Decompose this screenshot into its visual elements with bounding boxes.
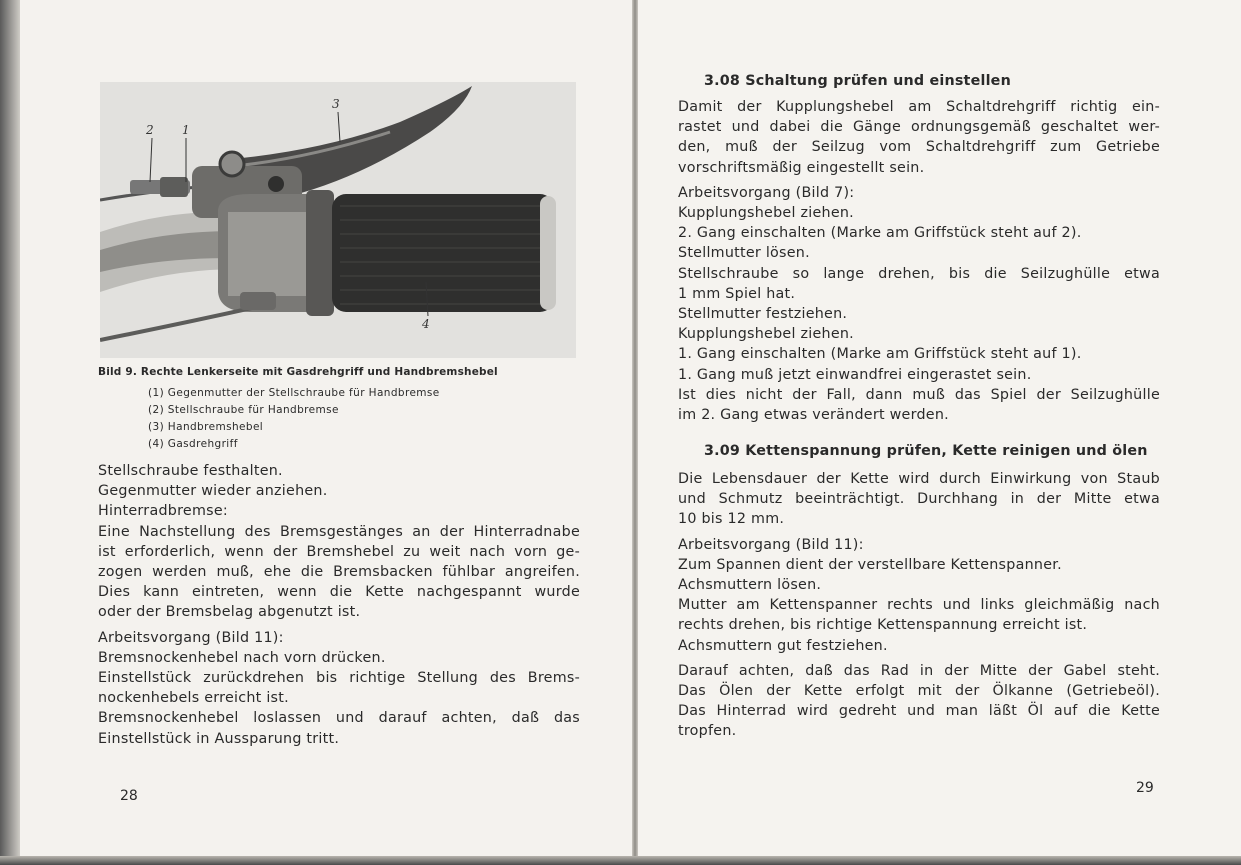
text-line: zogen werden muß, ehe die Bremsbacken fühlbar angreifen.: [98, 564, 580, 581]
caption-item: (3) Handbremshebel: [148, 421, 264, 433]
text-line: ist erforderlich, wenn der Bremshebel zu weit nach vorn ge-: [98, 543, 580, 560]
text-line: Ist dies nicht der Fall, dann muß das Spiel der Seilzughülle: [678, 386, 1160, 403]
caption-item: (4) Gasdrehgriff: [148, 438, 238, 450]
text-line: Arbeitsvorgang (Bild 7):: [678, 184, 855, 201]
page-number-right: 29: [1136, 780, 1154, 796]
text-line: rechts drehen, bis richtige Kettenspannung erreicht ist.: [678, 617, 1088, 634]
text-line: Stellmutter lösen.: [678, 245, 810, 262]
text-line: nockenhebels erreicht ist.: [98, 690, 289, 707]
text-line: Stellmutter festziehen.: [678, 306, 848, 323]
text-line: 2. Gang einschalten (Marke am Griffstück steht auf 2).: [678, 225, 1082, 242]
text-line: Die Lebensdauer der Kette wird durch Einwirkung von Staub: [678, 471, 1160, 487]
callout-4: 4: [422, 317, 430, 331]
text-line: Damit der Kupplungshebel am Schaltdrehgriff richtig ein-: [678, 99, 1160, 115]
text-line: 10 bis 12 mm.: [678, 511, 785, 528]
text-line: 1. Gang muß jetzt einwandfrei eingerastet sein.: [678, 366, 1032, 383]
section-3-09-body: [678, 469, 1160, 742]
text-line: im 2. Gang etwas verändert werden.: [678, 407, 949, 424]
left-body-text: [98, 461, 580, 749]
callout-1: 1: [182, 123, 190, 137]
text-line: Achsmuttern lösen.: [678, 577, 822, 594]
text-line: Stellschraube festhalten.: [98, 463, 283, 479]
callout-3: 3: [332, 97, 340, 111]
text-line: Darauf achten, daß das Rad in der Mitte der Gabel steht.: [678, 662, 1160, 679]
text-line: Stellschraube so lange drehen, bis die Seilzughülle etwa: [678, 265, 1160, 282]
right-page: [638, 0, 1241, 860]
text-line: Eine Nachstellung des Bremsgestänges an der Hinterradnabe: [98, 523, 580, 540]
text-line: 1. Gang einschalten (Marke am Griffstück steht auf 1).: [678, 346, 1082, 363]
text-line: Gegenmutter wieder anziehen.: [98, 483, 328, 500]
caption-item: (1) Gegenmutter der Stellschraube für Handbremse: [148, 387, 440, 399]
text-line: Einstellstück in Aussparung tritt.: [98, 730, 340, 747]
text-line: Mutter am Kettenspanner rechts und links gleichmäßig nach: [678, 597, 1160, 614]
handlebar-illustration: [100, 82, 576, 358]
section-heading-3-09: 3.09 Kettenspannung prüfen, Kette reinigen und ölen: [704, 443, 1148, 459]
text-line: Das Hinterrad wird gedreht und man läßt Öl auf die Kette: [678, 703, 1160, 720]
text-line: Hinterradbremse:: [98, 503, 228, 520]
text-line: Dies kann eintreten, wenn die Kette nachgespannt wurde: [98, 584, 580, 601]
text-line: Einstellstück zurückdrehen bis richtige Stellung des Brems-: [98, 670, 580, 687]
text-line: oder der Bremsbelag abgenutzt ist.: [98, 604, 361, 621]
text-line: Kupplungshebel ziehen.: [678, 326, 854, 343]
text-line: rastet und dabei die Gänge ordnungsgemäß geschaltet wer-: [678, 119, 1160, 136]
text-line: Das Ölen der Kette erfolgt mit der Ölkanne (Getriebeöl).: [678, 683, 1160, 700]
text-line: Zum Spannen dient der verstellbare Kettenspanner.: [678, 556, 1062, 573]
handlebar-photo: [100, 82, 576, 358]
section-3-08-body: [678, 97, 1160, 425]
text-line: Kupplungshebel ziehen.: [678, 205, 854, 222]
page-number-left: 28: [120, 788, 138, 804]
text-line: 1 mm Spiel hat.: [678, 285, 796, 302]
section-heading-3-08: 3.08 Schaltung prüfen und einstellen: [704, 73, 1011, 89]
book-bottom-edge: [0, 856, 1241, 865]
text-line: vorschriftsmäßig eingestellt sein.: [678, 159, 925, 176]
callout-2: 2: [146, 123, 154, 137]
text-line: Achsmuttern gut festziehen.: [678, 637, 888, 654]
text-line: und Schmutz beeinträchtigt. Durchhang in der Mitte etwa: [678, 491, 1160, 508]
text-line: den, muß der Seilzug vom Schaltdrehgriff zum Getriebe: [678, 139, 1160, 156]
figure-caption-list: [148, 385, 440, 453]
text-line: Arbeitsvorgang (Bild 11):: [98, 629, 284, 646]
text-line: Bremsnockenhebel loslassen und darauf achten, daß das: [98, 710, 580, 727]
text-line: Bremsnockenhebel nach vorn drücken.: [98, 649, 386, 666]
book-left-edge: [0, 0, 20, 865]
text-line: Arbeitsvorgang (Bild 11):: [678, 536, 864, 553]
caption-item: (2) Stellschraube für Handbremse: [148, 404, 339, 416]
figure-caption-title: Bild 9. Rechte Lenkerseite mit Gasdrehgriff und Handbremshebel: [98, 366, 498, 378]
text-line: tropfen.: [678, 723, 737, 740]
